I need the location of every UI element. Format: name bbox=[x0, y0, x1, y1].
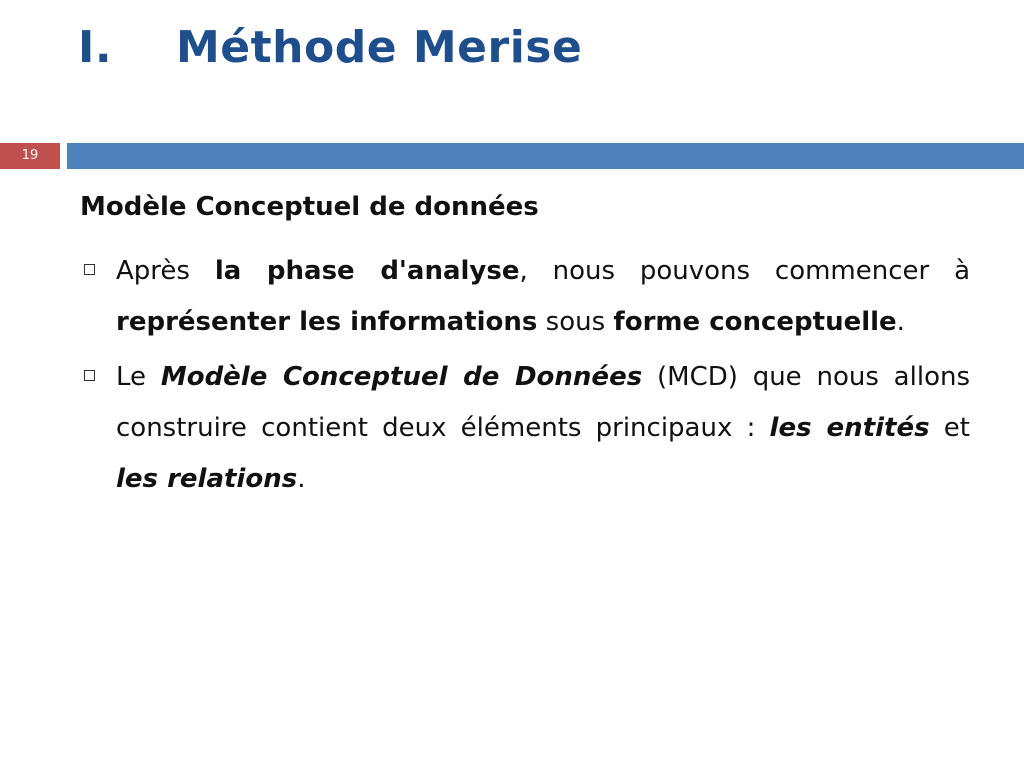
hollow-square-icon bbox=[84, 370, 95, 381]
title-text: Méthode Merise bbox=[176, 22, 583, 73]
header-bar bbox=[67, 143, 1024, 169]
bullet-text: sous bbox=[537, 307, 614, 337]
list-item bbox=[80, 352, 970, 505]
bullet-bold: représenter les informations bbox=[116, 307, 538, 337]
bullet-list bbox=[80, 246, 970, 509]
bullet-text: (MCD) que nous allons construire contient deux éléments principaux : bbox=[116, 362, 970, 443]
bullet-text: . bbox=[896, 307, 905, 337]
title-number: I. bbox=[78, 22, 113, 73]
bullet-bold: forme conceptuelle bbox=[613, 307, 897, 337]
bullet-text: . bbox=[297, 464, 306, 494]
bullet-bold-italic: les relations bbox=[116, 464, 298, 494]
slide-number-badge: 19 bbox=[0, 143, 60, 169]
section-subtitle: Modèle Conceptuel de données bbox=[80, 192, 539, 222]
bullet-text: Le bbox=[116, 362, 161, 392]
hollow-square-icon bbox=[84, 264, 95, 275]
bullet-text: et bbox=[929, 413, 970, 443]
bullet-bold-italic: les entités bbox=[769, 413, 930, 443]
slide-title bbox=[78, 22, 582, 73]
bullet-bold: la phase d'analyse bbox=[214, 256, 520, 286]
bullet-text: Après bbox=[116, 256, 215, 286]
list-item bbox=[80, 246, 970, 348]
bullet-text: , nous pouvons commencer à bbox=[519, 256, 971, 286]
bullet-bold-italic: Modèle Conceptuel de Données bbox=[160, 362, 643, 392]
